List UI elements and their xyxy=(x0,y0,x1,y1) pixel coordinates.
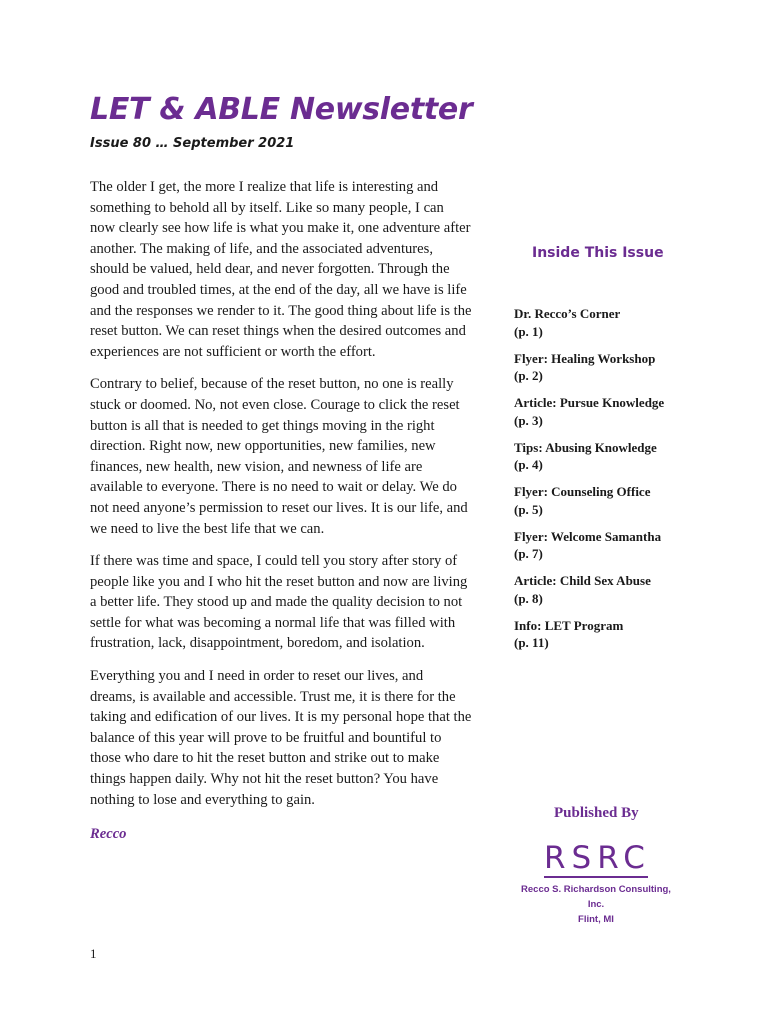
toc-item-page: (p. 3) xyxy=(514,412,543,428)
article-paragraph: Contrary to belief, because of the reset button, no one is really stuck or doomed. No, not even close. Courage to click the reset button is all that is needed to get things moving in the right direction. Right now, new opportunities, new families, new finances, new health, new vision, and newness of life are available to everyone. There is no need to wait or delay. We do not need anyone’s permission to reset our lives. It is our life, and we need to live the best life that we can. xyxy=(90,376,468,537)
page-number: 1 xyxy=(90,946,97,961)
toc-item-title: Flyer: Healing Workshop xyxy=(514,350,656,366)
toc-item-page: (p. 5) xyxy=(514,501,543,517)
toc-item-title: Info: LET Program xyxy=(514,617,624,633)
toc-item xyxy=(514,439,714,474)
author-signature: Recco xyxy=(90,826,127,843)
newsletter-title: LET & ABLE Newsletter xyxy=(90,92,473,127)
company-info xyxy=(514,882,678,927)
logo-underline xyxy=(544,876,648,878)
company-name: Recco S. Richardson Consulting, Inc. xyxy=(521,884,671,910)
table-of-contents xyxy=(514,305,714,661)
toc-item xyxy=(514,350,714,385)
toc-item-page: (p. 7) xyxy=(514,546,543,561)
inside-issue-heading: Inside This Issue xyxy=(532,245,664,261)
toc-item xyxy=(514,394,714,429)
toc-item xyxy=(514,528,714,563)
article-paragraph: If there was time and space, I could tell you story after story of people like you and I who hit the reset button and now are living a better life. They stood up and made the quality decision to not settle for what was becoming a normal life that was filled with frustration, lack, disappointment, boredom, and isolation. xyxy=(90,553,468,652)
toc-item-page: (p. 8) xyxy=(514,590,543,606)
toc-item-page: (p. 4) xyxy=(514,457,543,472)
published-by-label: Published By xyxy=(554,805,639,821)
toc-item xyxy=(514,617,714,652)
toc-item-title: Article: Pursue Knowledge xyxy=(514,395,665,410)
rsrc-logo: RSRC xyxy=(544,840,651,876)
issue-date: Issue 80 … September 2021 xyxy=(90,136,295,151)
toc-item-title: Dr. Recco’s Corner xyxy=(514,306,621,321)
toc-item-page: (p. 11) xyxy=(514,635,549,650)
article-paragraph: The older I get, the more I realize that life is interesting and something to behold all by itself. Like so many people, I can now clearly see how life is what you make it, one adventure after another. The making of life, and the associated adventures, should be valued, held dear, and never forgotten. Through the good and troubled times, at the end of the day, all we have is life and the responses we render to it. The good thing about life is the reset button. We can reset things when the desired outcomes and experiences are not sufficient or worth the effort. xyxy=(90,179,472,360)
toc-item-title: Flyer: Welcome Samantha xyxy=(514,528,662,544)
toc-item-title: Flyer: Counseling Office xyxy=(514,484,651,499)
toc-item xyxy=(514,572,714,607)
company-location: Flint, MI xyxy=(578,914,614,925)
article-paragraph: Everything you and I need in order to reset our lives, and dreams, is available and accessible. Trust me, it is there for the taking and edification of our lives. It is my personal hope that the balance of this year will prove to be fruitful and bountiful to those who dare to hit the reset button and strike out to make things happen daily. Why not hit the reset button? You have nothing to lose and everything to gain. xyxy=(90,668,472,808)
toc-item xyxy=(514,483,714,518)
article-body xyxy=(90,177,472,845)
toc-item-page: (p. 1) xyxy=(514,323,543,339)
toc-item-title: Tips: Abusing Knowledge xyxy=(514,439,657,455)
toc-item-title: Article: Child Sex Abuse xyxy=(514,573,651,588)
toc-item-page: (p. 2) xyxy=(514,368,543,383)
toc-item xyxy=(514,305,714,340)
